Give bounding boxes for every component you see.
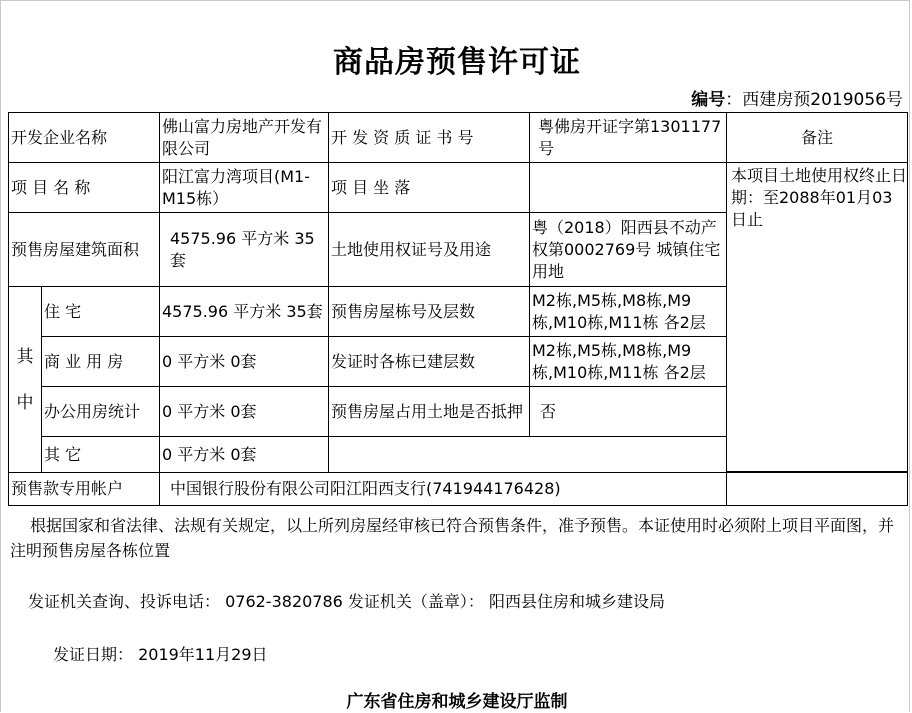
office-label-cell <box>41 386 160 437</box>
qualification-label-cell <box>328 112 530 163</box>
land-cert-value: 粤（2018）阳西县不动产权第0002769号 城镇住宅用地 <box>532 217 721 281</box>
developer-label: 开发企业名称 <box>11 127 108 147</box>
certificate-number-value: ：西建房预2019056号 <box>725 90 903 110</box>
footer-supervisor: 广东省住房和城乡建设厅监制 <box>346 692 568 712</box>
project-value-cell <box>159 162 329 213</box>
remark-label: 备注 <box>800 127 833 147</box>
location-label-cell <box>328 162 530 213</box>
mortgage-value: 否 <box>540 401 557 421</box>
of-which-label-cell <box>8 286 42 473</box>
land-cert-value-cell <box>529 212 727 287</box>
of-which-label: 其中 <box>16 346 34 413</box>
qualification-value: 粤佛房开证字第1301177号 <box>538 116 722 158</box>
residential-value: 4575.96 平方米 35套 <box>162 301 323 321</box>
certificate-number-label: 编号 <box>691 90 726 110</box>
remark-bottom-cell <box>726 472 908 506</box>
developer-label-cell <box>8 112 160 163</box>
mortgage-label: 预售房屋占用土地是否抵押 <box>331 401 524 421</box>
mortgage-label-cell <box>328 386 530 437</box>
empty-cell <box>328 436 727 473</box>
building-floors-label-cell <box>328 286 530 337</box>
commercial-label-cell <box>41 336 160 387</box>
account-label-cell <box>8 472 160 506</box>
commercial-label: 商 业 用 房 <box>44 351 124 371</box>
location-value-cell <box>529 162 727 213</box>
other-value-cell <box>159 436 329 473</box>
statement-paragraph: 根据国家和省法律、法规有关规定，以上所列房屋经审核已符合预售条件，准予预售。本证使用时必须附上项目平面图，并注明预售房屋各栋位置 <box>10 516 895 560</box>
location-label: 项 目 坐 落 <box>331 177 411 197</box>
area-label-cell <box>8 212 160 287</box>
built-floors-value: M2栋,M5栋,M8栋,M9栋,M10栋,M11栋 各2层 <box>532 340 706 382</box>
other-value: 0 平方米 0套 <box>162 444 257 464</box>
issue-date: 发证日期： 2019年11月29日 <box>53 645 268 664</box>
account-value-cell <box>159 472 727 506</box>
other-label-cell <box>41 436 160 473</box>
commercial-value: 0 平方米 0套 <box>162 351 257 371</box>
building-floors-label: 预售房屋栋号及层数 <box>331 301 476 321</box>
developer-value: 佛山富力房地产开发有限公司 <box>162 116 323 158</box>
area-label: 预售房屋建筑面积 <box>11 239 140 259</box>
account-label: 预售款专用帐户 <box>11 479 124 498</box>
certificate-number <box>691 85 903 110</box>
project-label: 项 目 名 称 <box>11 177 91 197</box>
project-value: 阳江富力湾项目(M1-M15栋） <box>162 166 311 208</box>
project-label-cell <box>8 162 160 213</box>
mortgage-value-cell <box>529 386 727 437</box>
contact-line: 发证机关查询、投诉电话： 0762-3820786 发证机关（盖章）： 阳西县住房和城乡建设局 <box>28 592 666 611</box>
land-cert-label: 土地使用权证号及用途 <box>331 239 492 259</box>
office-value: 0 平方米 0套 <box>162 401 257 421</box>
developer-value-cell <box>159 112 329 163</box>
remark-value-cell <box>726 162 908 472</box>
residential-label-cell <box>41 286 160 337</box>
residential-label: 住 宅 <box>44 301 82 321</box>
remark-value: 本项目土地使用权终止日期：至2088年01月03日止 <box>731 166 908 229</box>
remark-label-cell <box>726 112 908 163</box>
qualification-value-cell <box>529 112 727 163</box>
qualification-label: 开 发 资 质 证 书 号 <box>331 127 474 147</box>
built-floors-label: 发证时各栋已建层数 <box>331 351 476 371</box>
built-floors-value-cell <box>529 336 727 387</box>
area-value: 4575.96 平方米 35套 <box>170 228 315 270</box>
residential-value-cell <box>159 286 329 337</box>
commercial-value-cell <box>159 336 329 387</box>
building-floors-value: M2栋,M5栋,M8栋,M9栋,M10栋,M11栋 各2层 <box>532 290 706 332</box>
other-label: 其 它 <box>44 444 82 464</box>
office-value-cell <box>159 386 329 437</box>
area-value-cell <box>159 212 329 287</box>
building-floors-value-cell <box>529 286 727 337</box>
office-label: 办公用房统计 <box>44 401 141 421</box>
built-floors-label-cell <box>328 336 530 387</box>
land-cert-label-cell <box>328 212 530 287</box>
account-value: 中国银行股份有限公司阳江阳西支行(741944176428) <box>170 479 561 498</box>
certificate-title: 商品房预售许可证 <box>333 45 581 80</box>
